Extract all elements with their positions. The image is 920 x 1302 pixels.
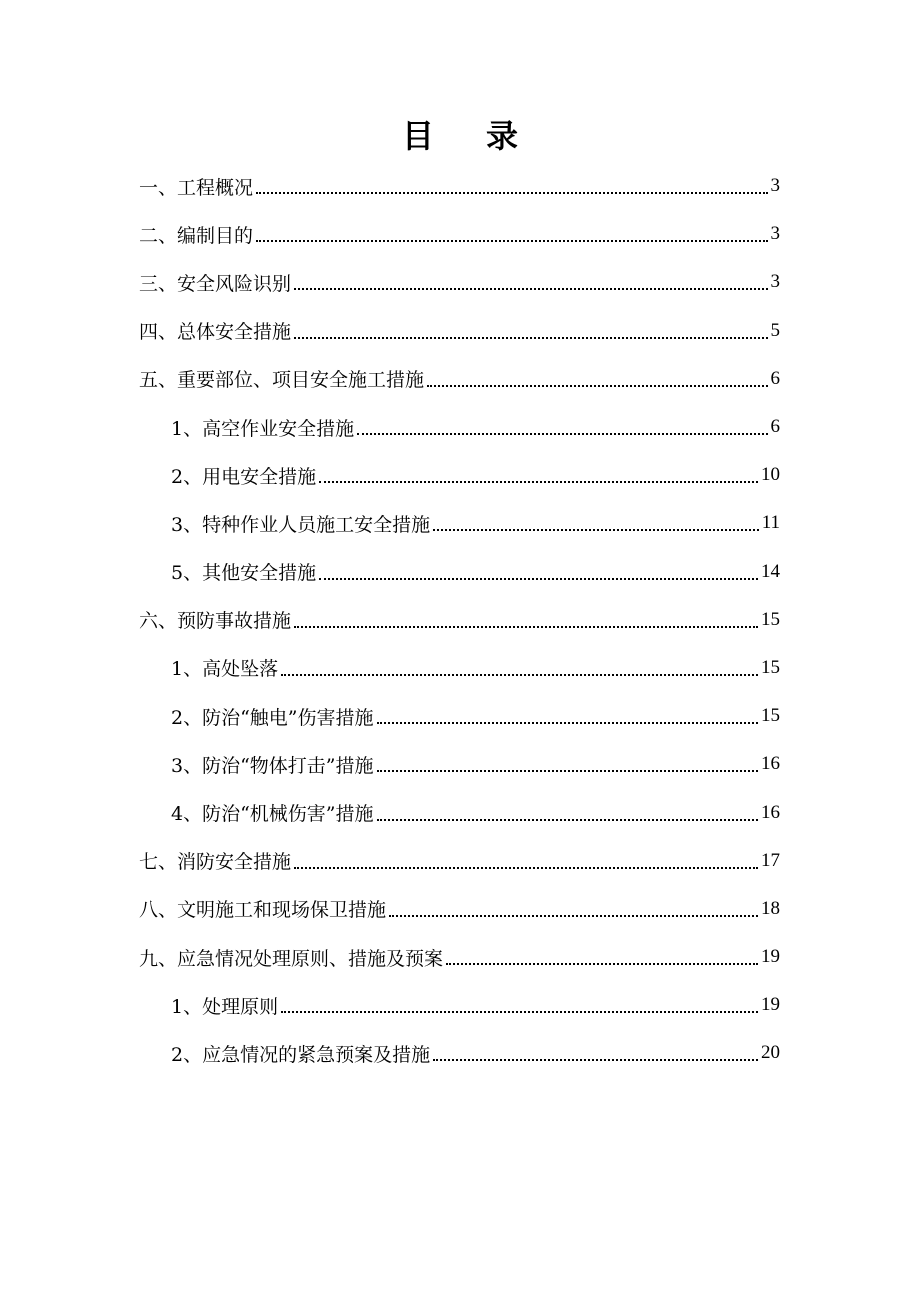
- toc-dot-leader: [294, 626, 758, 628]
- toc-dot-leader: [446, 963, 758, 965]
- toc-entry[interactable]: [0, 210, 920, 258]
- toc-entry-label: 2、用电安全措施: [171, 465, 317, 488]
- toc-entry-page-number: 15: [761, 608, 780, 630]
- toc-entry-label: 六、预防事故措施: [139, 610, 292, 633]
- toc-entry-label: 1、高处坠落: [171, 658, 279, 681]
- toc-entry-page-number: 6: [770, 367, 780, 389]
- toc-entry-page-number: 16: [761, 753, 780, 775]
- toc-list: [0, 162, 920, 1078]
- toc-entry[interactable]: [0, 355, 920, 403]
- toc-dot-leader: [294, 288, 767, 290]
- toc-entry-label: 1、高空作业安全措施: [171, 417, 355, 440]
- toc-dot-leader: [281, 1011, 758, 1013]
- toc-dot-leader: [377, 770, 758, 772]
- toc-entry-page-number: 3: [770, 175, 780, 197]
- toc-entry[interactable]: [0, 788, 920, 836]
- toc-dot-leader: [427, 385, 767, 387]
- toc-entry-page-number: 10: [761, 464, 780, 486]
- toc-entry-label: 1、处理原则: [171, 995, 279, 1018]
- toc-entry-page-number: 11: [761, 512, 780, 534]
- toc-dot-leader: [389, 915, 758, 917]
- toc-title-char-2: 录: [486, 117, 519, 155]
- toc-entry-label: 五、重要部位、项目安全施工措施: [139, 369, 425, 392]
- toc-entry[interactable]: [0, 1029, 920, 1077]
- toc-dot-leader: [256, 240, 767, 242]
- toc-title: [0, 110, 920, 162]
- toc-entry[interactable]: [0, 837, 920, 885]
- toc-dot-leader: [294, 867, 758, 869]
- toc-entry-label: 三、安全风险识别: [139, 272, 292, 295]
- toc-entry[interactable]: [0, 596, 920, 644]
- toc-entry-label: 3、防治“物体打击”措施: [171, 754, 374, 777]
- toc-entry[interactable]: [0, 981, 920, 1029]
- toc-entry[interactable]: [0, 258, 920, 306]
- toc-entry-page-number: 15: [761, 705, 780, 727]
- toc-entry-page-number: 14: [761, 560, 780, 582]
- toc-entry-label: 2、防治“触电”伤害措施: [171, 706, 374, 729]
- toc-entry-page-number: 17: [761, 849, 780, 871]
- toc-entry-label: 一、工程概况: [139, 176, 254, 199]
- toc-entry-label: 九、应急情况处理原则、措施及预案: [139, 947, 444, 970]
- toc-entry[interactable]: [0, 451, 920, 499]
- toc-entry[interactable]: [0, 162, 920, 210]
- toc-dot-leader: [281, 674, 758, 676]
- toc-entry-label: 3、特种作业人员施工安全措施: [171, 513, 431, 536]
- toc-dot-leader: [357, 433, 767, 435]
- toc-entry-label: 2、应急情况的紧急预案及措施: [171, 1043, 431, 1066]
- toc-dot-leader: [433, 529, 759, 531]
- toc-entry-page-number: 3: [770, 271, 780, 293]
- toc-dot-leader: [377, 819, 758, 821]
- toc-dot-leader: [294, 337, 767, 339]
- toc-dot-leader: [256, 192, 767, 194]
- toc-entry-page-number: 5: [770, 319, 780, 341]
- toc-entry[interactable]: [0, 933, 920, 981]
- toc-title-char-1: 目: [401, 117, 434, 155]
- toc-entry-page-number: 3: [770, 223, 780, 245]
- toc-entry-page-number: 20: [761, 1042, 780, 1064]
- toc-entry-label: 5、其他安全措施: [171, 562, 317, 585]
- toc-entry-label: 八、文明施工和现场保卫措施: [139, 899, 387, 922]
- toc-dot-leader: [377, 722, 758, 724]
- toc-entry[interactable]: [0, 692, 920, 740]
- toc-entry[interactable]: [0, 885, 920, 933]
- toc-entry-page-number: 16: [761, 801, 780, 823]
- toc-entry[interactable]: [0, 499, 920, 547]
- toc-entry-page-number: 18: [761, 897, 780, 919]
- toc-dot-leader: [319, 481, 758, 483]
- toc-entry[interactable]: [0, 307, 920, 355]
- toc-entry-page-number: 19: [761, 946, 780, 968]
- toc-entry-page-number: 15: [761, 656, 780, 678]
- toc-entry-label: 七、消防安全措施: [139, 851, 292, 874]
- toc-entry-label: 二、编制目的: [139, 224, 254, 247]
- toc-dot-leader: [433, 1059, 758, 1061]
- toc-dot-leader: [319, 578, 758, 580]
- toc-entry[interactable]: [0, 740, 920, 788]
- toc-entry[interactable]: [0, 644, 920, 692]
- toc-entry-page-number: 19: [761, 994, 780, 1016]
- toc-entry[interactable]: [0, 403, 920, 451]
- toc-entry-page-number: 6: [770, 416, 780, 438]
- toc-entry-label: 四、总体安全措施: [139, 321, 292, 344]
- toc-entry[interactable]: [0, 548, 920, 596]
- toc-entry-label: 4、防治“机械伤害”措施: [171, 803, 374, 826]
